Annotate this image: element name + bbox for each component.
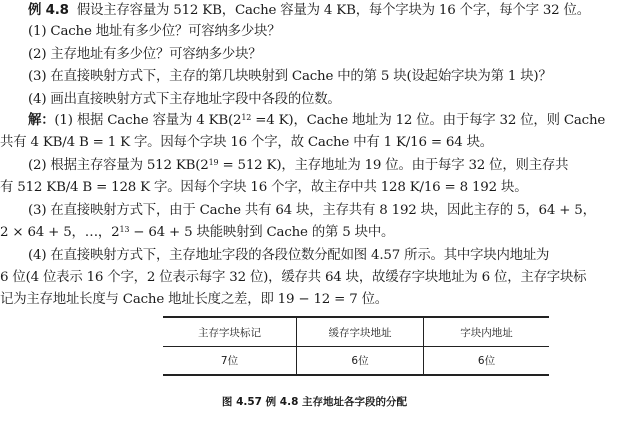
question-2: (2) 主存地址有多少位？可容纳多少块？ [28, 47, 262, 62]
figure-caption: 图 4.57 例 4.8 主存地址各字段的分配 [221, 396, 408, 408]
solution-4-line-1: (4) 在直接映射方式下，主存地址字段的各段位数分配如图 4.57 所示。其中字块内地址为 [28, 248, 550, 263]
question-1: (1) Cache 地址有多少位？可容纳多少块？ [28, 24, 281, 39]
header-block-tag: 主存字块标记 [163, 317, 297, 347]
example-text: 假设主存容量为 512 KB，Cache 容量为 4 KB，每个字块为 16 个字，每个字 32 位。 [76, 3, 590, 18]
solution-label: 解： [28, 113, 55, 128]
value-cache-block-address: 6位 [297, 347, 424, 376]
solution-4-line-3: 记为主存地址长度与 Cache 地址长度之差，即 19 − 12 = 7 位。 [0, 292, 388, 307]
header-word-in-block-address: 字块内地址 [424, 317, 550, 347]
example-statement [0, 1, 629, 21]
value-block-tag: 7位 [163, 347, 297, 376]
header-cache-block-address: 缓存字块地址 [297, 317, 424, 347]
table-value-row [163, 347, 549, 376]
solution-1-line-1: 解：(1) 根据 Cache 容量为 4 $KB(2^{12} =4$ K)，Cache 地址为 12 位。由于每字 32 位，则 Cache [28, 113, 606, 128]
solution-2-line-1: (2) 根据主存容量为 512 $KB(2^{19} = 512$ K)，主存地址为 19 位。由于每字 32 位，则主存共 [28, 158, 569, 173]
question-3: (3) 在直接映射方式下，主存的第几块映射到 Cache 中的第 5 块(设起始字块为第 1 块)？ [28, 69, 552, 84]
question-4: (4) 画出直接映射方式下主存地址字段中各段的位数。 [28, 92, 341, 107]
solution-2-line-2: 有 512 KB/4 B = 128 K 字。因每个字块 16 个字，故主存中共 128 K/16 = 8 192 块。 [0, 180, 528, 195]
table-header-row [163, 317, 549, 347]
solution-3-line-2: 2 × 64 + 5，…，$2^{13} - 64 + 5$ 块能映射到 Cache 的第 5 块中。 [0, 225, 395, 240]
solution-1-line-2: 共有 4 KB/4 B = 1 K 字。因每个字块 16 个字，故 Cache 中有 1 K/16 = 64 块。 [0, 135, 493, 150]
solution-3-line-1: (3) 在直接映射方式下，由于 Cache 共有 64 块，主存共有 8 192 块，因此主存的 5，64 + 5， [28, 203, 596, 218]
address-field-table [163, 316, 549, 376]
example-number: 例 4.8 [28, 3, 69, 18]
solution-4-line-2: 6 位(4 位表示 16 个字，2 位表示每字 32 位)，缓存共 64 块，故缓存字块地址为 6 位，主存字块标 [0, 270, 587, 285]
value-word-in-block-address: 6位 [424, 347, 550, 376]
